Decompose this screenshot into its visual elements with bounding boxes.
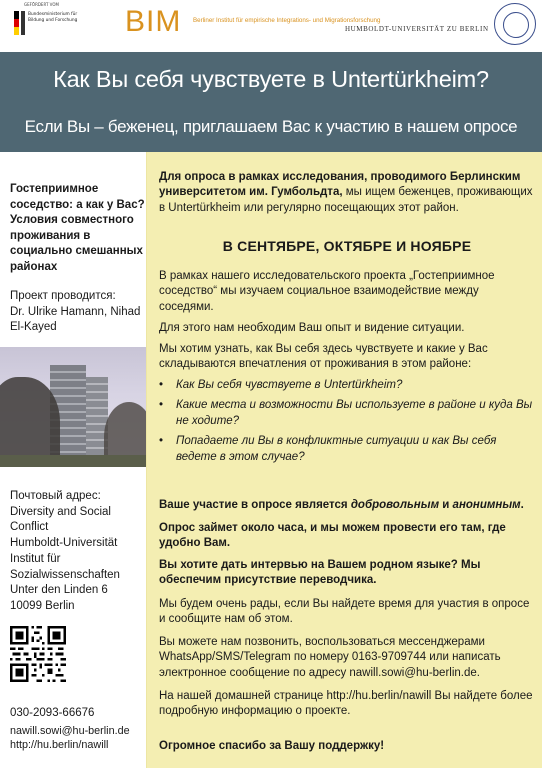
conducted-by-names: Dr. Ulrike Hamann, Nihad El-Kayed [10,305,141,333]
voluntary-and: и [439,499,453,511]
main-panel [146,152,542,768]
anonymous-word: анонимным [452,499,521,511]
language-notice: Вы хотите дать интервью на Вашем родном языке? Мы обеспечим присутствие переводчика. [159,559,481,587]
bim-mark: BIM [125,5,182,38]
project-leads [10,289,146,336]
project-description: В рамках нашего исследовательского проекта „Гостеприимное соседство“ мы изучаем социальное взаимодействие между соседями. [159,270,495,313]
neighborhood-photo [0,347,146,467]
address-line: Institut für Sozialwissenschaften [10,552,120,581]
bim-logo [125,5,381,38]
experience-paragraph: Для этого нам необходим Ваш опыт и видение ситуации. [159,322,465,334]
invitation-paragraph: Мы будем очень рады, если Вы найдете время для участия в опросе и сообщите нам об этом. [159,598,530,626]
address-line: Unter den Linden 6 [10,584,108,597]
voluntary-prefix: Ваше участие в опросе является [159,499,351,511]
list-item: • Какие места и возможности Вы используете в районе и куда Вы не ходите? [159,398,535,429]
voluntary-word: добровольным [350,499,440,511]
bim-institute-name: Berliner Institut für empirische Integrations- und Migrationsforschung [193,17,381,24]
contact-paragraph: Вы можете нам позвонить, воспользоваться мессенджерами WhatsApp/SMS/Telegram по номеру 0163-9709744 или написать электронное сообщение по адресу nawill.sowi@hu-berlin.de. [159,636,501,679]
federal-eagle-icon [21,11,25,35]
address-line: 10099 Berlin [10,599,75,612]
page-title: Как Вы себя чувствуете в Untertürkheim? [53,66,489,92]
intro-bold: Для опроса в рамках исследования, проводимого Берлинским университетом им. Гумбольдта, [159,171,521,199]
conducted-by-label: Проект проводится: [10,290,116,302]
page-subtitle: Если Вы – беженец, приглашаем Вас к участию в нашем опросе [24,117,518,136]
list-item: • Как Вы себя чувствуете в Untertürkheim? [159,378,535,393]
survey-months: В СЕНТЯБРЕ, ОКТЯБРЕ И НОЯБРЕ [222,238,472,254]
bmbf-logo [14,2,84,46]
postal-address [10,489,146,615]
hu-seal-icon [494,3,536,45]
sidebar [0,152,146,768]
voluntary-end: . [520,499,524,511]
qr-code-icon[interactable] [10,626,66,682]
duration-notice: Опрос займет около часа, и мы можем провести его там, где удобно Вам. [159,522,506,550]
address-line: Diversity and Social Conflict [10,505,111,534]
contact-info [10,725,130,752]
funded-by-label: GEFÖRDERT VOM [24,2,59,7]
intro-paragraph [159,170,535,216]
aim-paragraph: Мы хотим узнать, как Вы себя здесь чувствуете и какие у Вас складываются впечатления от проживания в этом районе: [159,343,488,371]
hu-name: HUMBOLDT-UNIVERSITÄT ZU BERLIN [345,25,489,33]
website-link[interactable]: http://hu.berlin/nawill [10,738,109,751]
thanks-line: Огромное спасибо за Вашу поддержку! [159,740,385,752]
german-flag-icon [14,11,19,35]
logo-row [0,0,542,50]
question-list [159,378,535,470]
address-label: Почтовый адрес: [10,490,101,502]
ministry-name: Bundesministerium für Bildung und Forschung [28,12,78,23]
website-paragraph: На нашей домашней странице http://hu.berlin/nawill Вы найдете более подробную информацию о проекте. [159,690,533,718]
address-line: Humboldt-Universität [10,537,118,550]
intro-rest: мы ищем беженцев, проживающих в Untertürkheim или регулярно посещающих этот район. [159,186,533,214]
title-band [0,52,542,152]
phone-number[interactable]: 030-2093-66676 [10,707,95,719]
voluntary-notice [159,498,535,513]
project-title: Гостеприимное соседство: а как у Вас? Условия совместного проживания в социально смешанных районах [10,183,145,273]
list-item: • Попадаете ли Вы в конфликтные ситуации и как Вы себя ведете в этом случае? [159,434,535,465]
email-link[interactable]: nawill.sowi@hu-berlin.de [10,725,130,737]
